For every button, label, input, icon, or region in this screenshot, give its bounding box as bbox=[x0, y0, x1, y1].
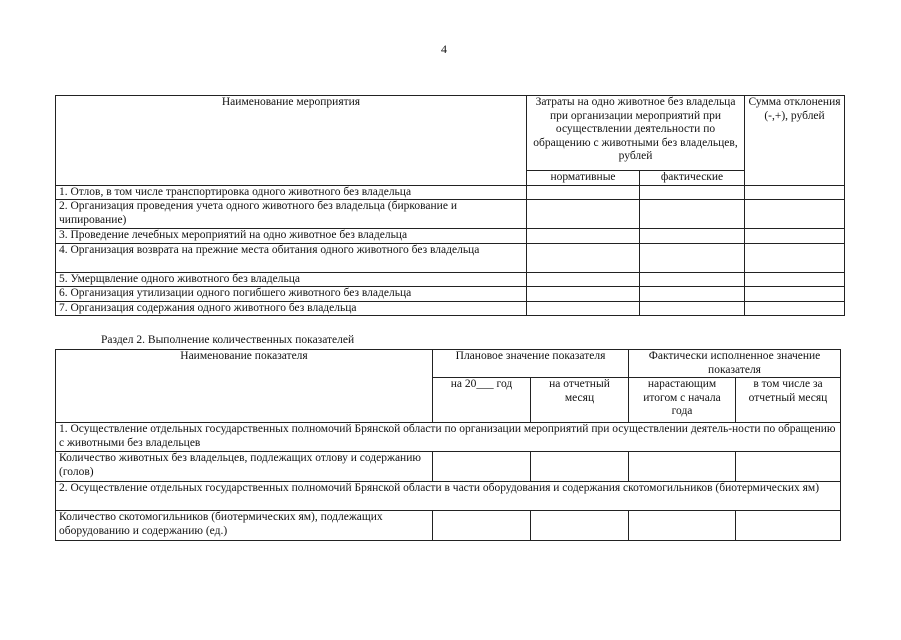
table-row bbox=[56, 511, 841, 541]
table-row bbox=[56, 287, 845, 302]
costs-row-label: 7. Организация содержания одного животного без владельца bbox=[56, 301, 527, 316]
cell-empty bbox=[433, 511, 531, 541]
cell-empty bbox=[640, 200, 745, 229]
cell-empty bbox=[527, 272, 640, 287]
table-row bbox=[56, 452, 841, 482]
costs-subheader-normative: нормативные bbox=[527, 171, 640, 186]
cell-empty bbox=[531, 452, 629, 482]
costs-header-name: Наименование мероприятия bbox=[56, 96, 527, 186]
indicators-section-row: 1. Осуществление отдельных государственных полномочий Брянской области по организации мероприятий при осуществлении деятель-ности по обращению с животными без владельцев bbox=[56, 423, 841, 452]
indicators-row-label: Количество животных без владельцев, подлежащих отлову и содержанию (голов) bbox=[56, 452, 433, 482]
indicators-section-row: 2. Осуществление отдельных государственных полномочий Брянской области в части оборудования и содержания скотомогильников (биотермических ям) bbox=[56, 482, 841, 511]
costs-row-label: 3. Проведение лечебных мероприятий на одно животное без владельца bbox=[56, 229, 527, 244]
cell-empty bbox=[745, 185, 845, 200]
indicators-row-label: Количество скотомогильников (биотермических ям), подлежащих оборудованию и содержанию (ед.) bbox=[56, 511, 433, 541]
indicators-subheader-cumulative: нарастающим итогом с начала года bbox=[629, 378, 736, 423]
cell-empty bbox=[531, 511, 629, 541]
cell-empty bbox=[640, 301, 745, 316]
table-row bbox=[56, 243, 845, 272]
cell-empty bbox=[527, 200, 640, 229]
cell-empty bbox=[736, 511, 841, 541]
cell-empty bbox=[640, 272, 745, 287]
costs-table bbox=[55, 95, 845, 316]
cell-empty bbox=[745, 243, 845, 272]
costs-row-label: 5. Умерщвление одного животного без владельца bbox=[56, 272, 527, 287]
cell-empty bbox=[527, 287, 640, 302]
table-row bbox=[56, 185, 845, 200]
costs-subheader-actual: фактические bbox=[640, 171, 745, 186]
indicators-subheader-incl-month: в том числе за отчетный месяц bbox=[736, 378, 841, 423]
cell-empty bbox=[629, 452, 736, 482]
cell-empty bbox=[736, 452, 841, 482]
cell-empty bbox=[433, 452, 531, 482]
table-row bbox=[56, 482, 841, 511]
cell-empty bbox=[745, 301, 845, 316]
cell-empty bbox=[640, 287, 745, 302]
indicators-header-name: Наименование показателя bbox=[56, 350, 433, 423]
costs-row-label: 4. Организация возврата на прежние места обитания одного животного без владельца bbox=[56, 243, 527, 272]
cell-empty bbox=[527, 185, 640, 200]
cell-empty bbox=[640, 243, 745, 272]
indicators-subheader-month: на отчетный месяц bbox=[531, 378, 629, 423]
table-row bbox=[56, 229, 845, 244]
table-row bbox=[56, 200, 845, 229]
section2-caption: Раздел 2. Выполнение количественных показателей bbox=[101, 334, 355, 346]
costs-header-deviation: Сумма отклонения (-,+), рублей bbox=[745, 96, 845, 186]
costs-header-costs: Затраты на одно животное без владельца при организации мероприятий при осуществлении деятельности по обращению с животными без владельцев, рублей bbox=[527, 96, 745, 171]
costs-row-label: 1. Отлов, в том числе транспортировка одного животного без владельца bbox=[56, 185, 527, 200]
costs-row-label: 6. Организация утилизации одного погибшего животного без владельца bbox=[56, 287, 527, 302]
cell-empty bbox=[745, 287, 845, 302]
indicators-subheader-year: на 20___ год bbox=[433, 378, 531, 423]
cell-empty bbox=[745, 200, 845, 229]
page-number: 4 bbox=[441, 42, 447, 56]
table-row bbox=[56, 272, 845, 287]
cell-empty bbox=[745, 229, 845, 244]
cell-empty bbox=[527, 243, 640, 272]
cell-empty bbox=[527, 301, 640, 316]
table-row bbox=[56, 423, 841, 452]
cell-empty bbox=[629, 511, 736, 541]
cell-empty bbox=[640, 229, 745, 244]
cell-empty bbox=[745, 272, 845, 287]
table-row bbox=[56, 301, 845, 316]
indicators-header-fact: Фактически исполненное значение показателя bbox=[629, 350, 841, 378]
cell-empty bbox=[640, 185, 745, 200]
indicators-table bbox=[55, 349, 841, 541]
costs-row-label: 2. Организация проведения учета одного животного без владельца (биркование и чипирование) bbox=[56, 200, 527, 229]
indicators-header-plan: Плановое значение показателя bbox=[433, 350, 629, 378]
cell-empty bbox=[527, 229, 640, 244]
